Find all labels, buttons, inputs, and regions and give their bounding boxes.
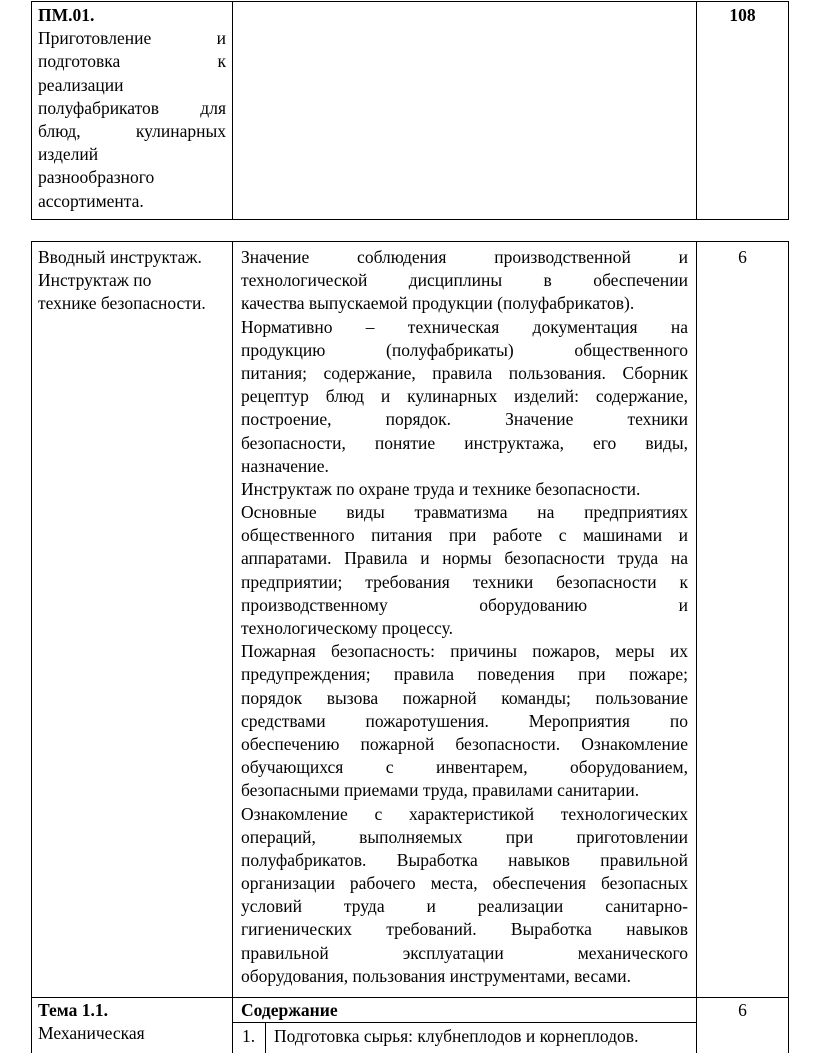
- rule: [232, 241, 233, 1053]
- rule: [696, 1, 697, 220]
- module-title-line: разнообразного: [38, 167, 155, 188]
- content-line: Инструктаж по охране труда и технике безопасности.: [241, 478, 641, 499]
- rule: [788, 1, 789, 220]
- content-line: предупреждения; правила поведения при пожаре;: [241, 664, 688, 685]
- module-title: [38, 27, 226, 213]
- content-line: оборудования, пользования инструментами, весами.: [241, 965, 632, 986]
- row1-title: [38, 246, 230, 316]
- row2-hours: 6: [738, 1000, 747, 1020]
- content-line: Нормативно – техническая документация на: [241, 316, 688, 337]
- row1-title-line: технике безопасности.: [38, 293, 206, 314]
- content-line: обучающихся с инвентарем, оборудованием,: [241, 757, 688, 778]
- module-hours: 108: [729, 5, 756, 25]
- rule: [31, 241, 789, 242]
- content-line: безопасными приемами труда, правилами санитарии.: [241, 780, 640, 801]
- module-title-line: Приготовление и: [38, 28, 226, 49]
- rule: [31, 219, 789, 220]
- topic-label: Тема 1.1.: [38, 1000, 108, 1020]
- item-number: 1.: [241, 1026, 256, 1046]
- item-text: Подготовка сырья: клубнеплодов и корнеплодов.: [274, 1026, 639, 1046]
- content-line: правильной эксплуатации механического: [241, 942, 688, 963]
- rule: [788, 241, 789, 1053]
- rule: [31, 997, 789, 998]
- content-line: предприятии; требования техники безопасности к: [241, 571, 688, 592]
- row1-content: [241, 246, 688, 988]
- rule: [696, 241, 697, 1053]
- content-line: обеспечению пожарной безопасности. Ознакомление: [241, 733, 688, 754]
- content-line: рецептур блюд и кулинарных изделий: содержание,: [241, 386, 688, 407]
- content-line: производственному оборудованию и: [241, 594, 688, 615]
- module-title-line: реализации: [38, 74, 124, 95]
- module-title-line: подготовка к: [38, 51, 226, 72]
- content-line: назначение.: [241, 455, 329, 476]
- module-title-line: полуфабрикатов для: [38, 97, 226, 118]
- module-title-line: изделий: [38, 144, 99, 165]
- module-title-line: блюд, кулинарных: [38, 120, 226, 141]
- content-line: качества выпускаемой продукции (полуфабрикатов).: [241, 293, 635, 314]
- rule: [31, 1, 32, 220]
- content-line: средствами пожаротушения. Мероприятия по: [241, 710, 688, 731]
- content-line: Пожарная безопасность: причины пожаров, меры их: [241, 641, 688, 662]
- content-line: продукцию (полуфабрикаты) общественного: [241, 339, 688, 360]
- content-line: порядок вызова пожарной команды; пользование: [241, 687, 688, 708]
- content-line: операций, выполняемых при приготовлении: [241, 826, 688, 847]
- content-line: условий труда и реализации санитарно-: [241, 896, 688, 917]
- content-line: аппаратами. Правила и нормы безопасности труда на: [241, 548, 688, 569]
- content-line: организации рабочего места, обеспечения безопасных: [241, 873, 688, 894]
- row1-hours: 6: [738, 247, 747, 267]
- rule: [31, 1, 789, 2]
- content-line: питания; содержание, правила пользования. Сборник: [241, 362, 688, 383]
- row2-title: [38, 999, 230, 1045]
- content-line: полуфабрикатов. Выработка навыков правильной: [241, 849, 688, 870]
- content-line: Основные виды травматизма на предприятиях: [241, 502, 688, 523]
- content-line: общественного питания при работе с машинами и: [241, 525, 688, 546]
- content-line: безопасности, понятие инструктажа, его виды,: [241, 432, 688, 453]
- module-title-line: ассортимента.: [38, 190, 144, 211]
- content-line: построение, порядок. Значение техники: [241, 409, 688, 430]
- content-line: технологическому процессу.: [241, 618, 453, 638]
- content-line: технологической дисциплины в обеспечении: [241, 270, 688, 291]
- rule: [265, 1022, 266, 1053]
- content-heading: Содержание: [241, 1000, 338, 1020]
- topic-title: Механическая: [38, 1023, 145, 1044]
- row1-title-line: Инструктаж по: [38, 270, 152, 291]
- content-line: Ознакомление с характеристикой технологических: [241, 803, 688, 824]
- module-code: ПМ.01.: [38, 5, 95, 25]
- module-cell: [38, 4, 226, 213]
- rule: [232, 1, 233, 220]
- content-line: Значение соблюдения производственной и: [241, 247, 688, 267]
- rule: [31, 241, 32, 1053]
- content-line: гигиенических требований. Выработка навыков: [241, 919, 688, 940]
- row1-title-line: Вводный инструктаж.: [38, 247, 202, 267]
